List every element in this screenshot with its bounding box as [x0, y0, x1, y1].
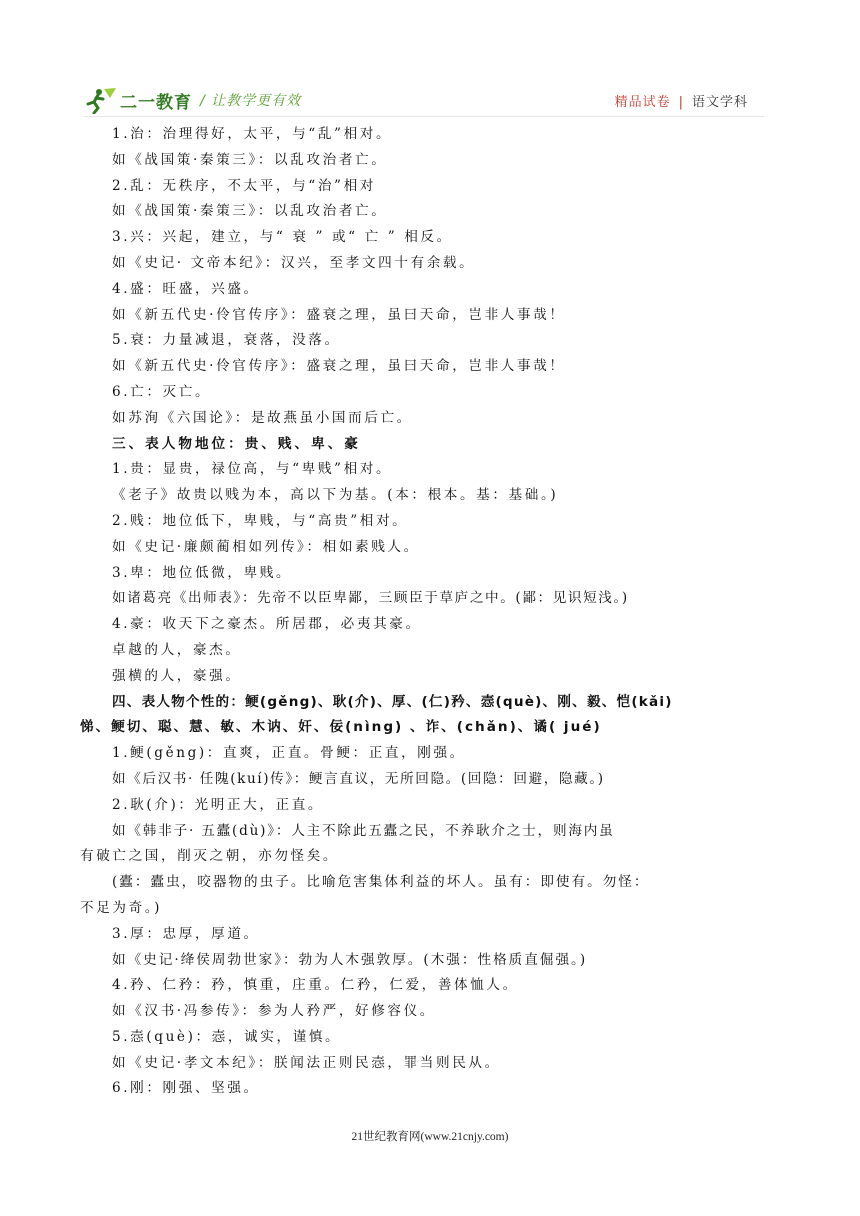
- text-line: 如《史记·孝文本纪》：朕闻法正则民悫，罪当则民从。: [112, 1054, 501, 1071]
- text-line: 3.厚：忠厚，厚道。: [112, 925, 260, 942]
- text-line: 如《新五代史·伶官传序》：盛衰之理，虽曰天命，岂非人事哉！: [112, 306, 566, 323]
- section-heading: 四、表人物个性的：鲠(gěng)、耿(介)、厚、(仁)矜、悫(què)、刚、毅、恺(kǎi): [112, 693, 673, 710]
- text-line: 如《新五代史·伶官传序》：盛衰之理，虽曰天命，岂非人事哉！: [112, 358, 566, 375]
- text-line: 如《史记· 文帝本纪》：汉兴，至孝文四十有余载。: [112, 254, 476, 271]
- text-line: 1.贵：显贵，禄位高，与“卑贱”相对。: [112, 461, 393, 478]
- text-line: 强横的人，豪强。: [112, 667, 242, 684]
- brand-slogan: / 让教学更有效: [200, 93, 302, 109]
- tag-separator: |: [678, 95, 684, 110]
- runner-logo-icon: [84, 86, 118, 114]
- text-line: 如《史记·廉颇蔺相如列传》：相如素贱人。: [112, 538, 420, 555]
- header-divider: [84, 116, 764, 117]
- text-line: 有破亡之国，削灭之朝，亦勿怪矣。: [80, 848, 340, 865]
- text-line: 3.卑：地位低微，卑贱。: [112, 564, 293, 581]
- text-line: 5.悫(què)：悫，诚实，谨慎。: [112, 1028, 342, 1045]
- text-line: 不足为奇。): [80, 899, 163, 916]
- text-line: 如《战国策·秦策三》：以乱攻治者亡。: [112, 203, 388, 220]
- text-line: 3.兴：兴起，建立，与“ 衰 ” 或“ 亡 ” 相反。: [112, 229, 453, 246]
- text-line: 1.鲠(gěng)：直爽，正直。骨鲠：正直，刚强。: [112, 745, 466, 762]
- brand-name: 二一教育: [120, 93, 192, 113]
- text-line: 如《汉书·冯参传》：参为人矜严，好修容仪。: [112, 1003, 436, 1020]
- text-line: 如诸葛亮《出师表》：先帝不以臣卑鄙，三顾臣于草庐之中。(鄙：见识短浅。): [112, 590, 629, 607]
- text-line: 4.矜、仁矜：矜，慎重，庄重。仁矜，仁爱，善体恤人。: [112, 977, 519, 994]
- text-line: 4.盛：旺盛，兴盛。: [112, 280, 260, 297]
- section-heading-continued: 悌、鲠切、聪、慧、敏、木讷、奸、佞(nìng) 、诈、(chǎn)、谲( jué): [80, 719, 602, 736]
- text-line: 如《韩非子· 五蠹(dù)》：人主不除此五蠹之民，不养耿介之士，则海内虽: [112, 822, 615, 839]
- text-line: 如《战国策·秦策三》：以乱攻治者亡。: [112, 151, 388, 168]
- text-line: 6.亡：灭亡。: [112, 383, 212, 400]
- text-line: 5.衰：力量减退，衰落，没落。: [112, 332, 341, 349]
- text-line: 如《后汉书· 任隗(kuí)传》：鲠言直议，无所回隐。(回隐：回避，隐藏。): [112, 770, 605, 787]
- text-line: 6.刚：刚强、坚强。: [112, 1080, 260, 1097]
- page-footer: 21世纪教育网(www.21cnjy.com): [351, 1131, 509, 1143]
- document-body: [80, 122, 780, 1102]
- tag-subject: 语文学科: [691, 95, 748, 110]
- text-line: 如苏洵《六国论》：是故燕虽小国而后亡。: [112, 409, 413, 426]
- text-line: 1.治：治理得好，太平，与“乱”相对。: [112, 126, 393, 142]
- text-line: (蠹：蠹虫，咬器物的虫子。比喻危害集体利益的坏人。虽有：即使有。勿怪：: [112, 874, 650, 891]
- tag-premium: 精品试卷: [614, 95, 671, 110]
- text-line: 如《史记·绛侯周勃世家》：勃为人木强敦厚。(木强：性格质直倔强。): [112, 951, 588, 968]
- text-line: 《老子》故贵以贱为本，高以下为基。(本：根本。基：基础。): [112, 487, 559, 504]
- text-line: 2.耿(介)：光明正大，正直。: [112, 796, 325, 813]
- text-line: 2.贱：地位低下，卑贱，与“高贵”相对。: [112, 512, 409, 529]
- text-line: 4.豪：收天下之豪杰。所居郡，必夷其豪。: [112, 616, 422, 633]
- section-heading: 三、表人物地位：贵、贱、卑、豪: [112, 435, 361, 452]
- text-line: 卓越的人，豪杰。: [112, 641, 242, 658]
- subject-tag: [615, 91, 748, 110]
- text-line: 2.乱：无秩序，不太平，与“治”相对: [112, 177, 376, 194]
